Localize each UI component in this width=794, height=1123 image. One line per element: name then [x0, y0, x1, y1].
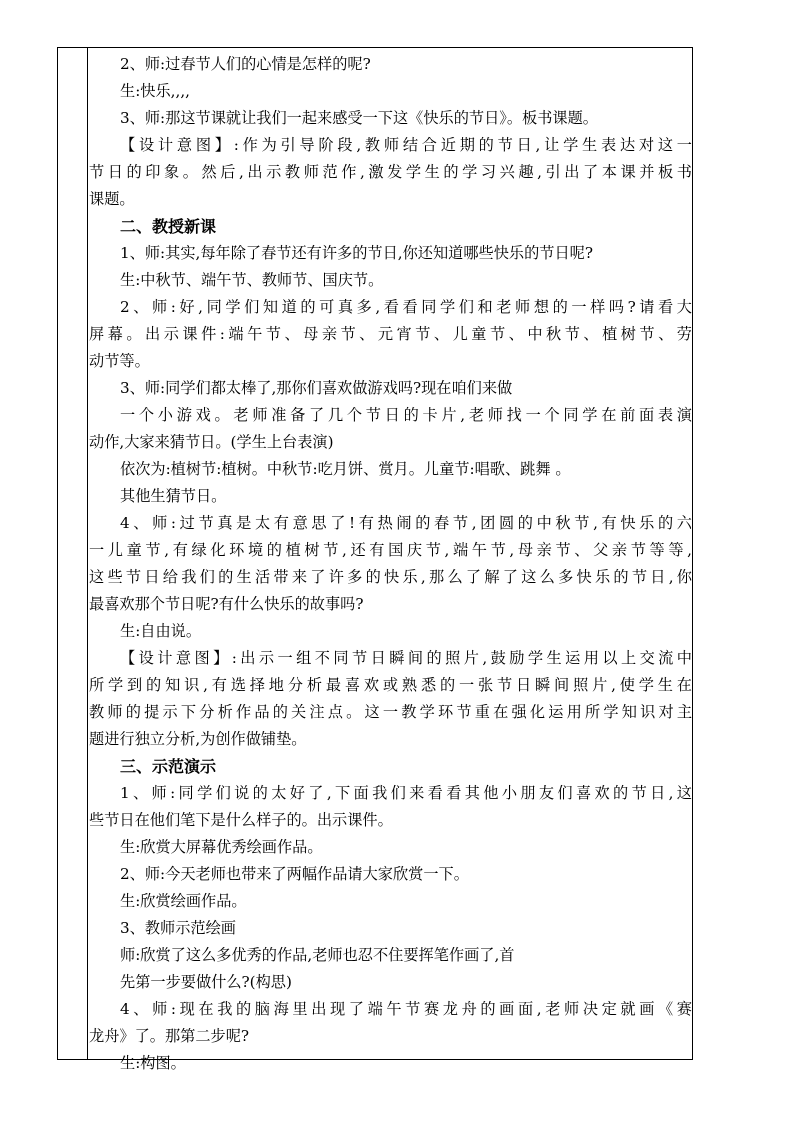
text-line: 题进行独立分析,为创作做铺垫。	[89, 730, 307, 748]
text-line: 些节日在他们笔下是什么样子的。出示课件。	[89, 811, 393, 829]
text-line: 课题。	[89, 190, 135, 208]
text-line: 最喜欢那个节日呢?有什么快乐的故事吗?	[89, 595, 364, 613]
text-line: 【设计意图】:出示一组不同节日瞬间的照片,鼓励学生运用以上交流中	[120, 649, 692, 667]
text-line: 生:构图。	[120, 1054, 186, 1072]
text-line: 节日的印象。然后,出示教师范作,激发学生的学习兴趣,引出了本课并板书	[89, 163, 692, 181]
text-line: 师:欣赏了这么多优秀的作品,老师也忍不住要挥笔作画了,首	[120, 946, 515, 964]
text-line: 生:欣赏绘画作品。	[120, 892, 247, 910]
text-line: 动节等。	[89, 352, 150, 370]
text-line: 生:自由说。	[120, 622, 202, 640]
text-line: 其他生猜节日。	[120, 487, 227, 505]
text-line: 一个小游戏。老师准备了几个节日的卡片,老师找一个同学在前面表演	[120, 406, 692, 424]
text-line: 生:中秋节、端午节、教师节、国庆节。	[120, 271, 384, 289]
text-line: 一儿童节,有绿化环境的植树节,还有国庆节,端午节,母亲节、父亲节等等,	[89, 541, 692, 559]
text-line: 生:快乐,,,,	[120, 82, 190, 100]
text-line: 3、师:同学们都太棒了,那你们喜欢做游戏吗?现在咱们来做	[120, 379, 513, 397]
text-line: 动作,大家来猜节日。(学生上台表演)	[89, 433, 334, 451]
text-line: 2、师:今天老师也带来了两幅作品请大家欣赏一下。	[120, 865, 469, 883]
left-column-cell	[58, 48, 88, 1059]
lesson-content-cell	[89, 51, 692, 1077]
text-line: 3、师:那这节课就让我们一起来感受一下这《快乐的节日》。板书课题。	[120, 109, 598, 127]
text-line: 依次为:植树节:植树。中秋节:吃月饼、赏月。儿童节:唱歌、跳舞 。	[120, 460, 571, 478]
text-line: 【设计意图】:作为引导阶段,教师结合近期的节日,让学生表达对这一	[120, 136, 692, 154]
text-line: 生:欣赏大屏幕优秀绘画作品。	[120, 838, 323, 856]
text-line: 教师的提示下分析作品的关注点。这一教学环节重在强化运用所学知识对主	[89, 703, 692, 721]
section-heading: 三、示范演示	[120, 757, 217, 776]
text-line: 所学到的知识,有选择地分析最喜欢或熟悉的一张节日瞬间照片,使学生在	[89, 676, 692, 694]
text-line: 2、师:好,同学们知道的可真多,看看同学们和老师想的一样吗?请看大	[120, 298, 692, 316]
section-heading: 二、教授新课	[120, 217, 217, 236]
text-line: 2、师:过春节人们的心情是怎样的呢?	[120, 55, 371, 73]
text-line: 龙舟》了。那第二步呢?	[89, 1027, 250, 1045]
text-line: 1、师:同学们说的太好了,下面我们来看看其他小朋友们喜欢的节日,这	[120, 784, 692, 802]
text-line: 1、师:其实,每年除了春节还有许多的节日,你还知道哪些快乐的节日呢?	[120, 244, 594, 262]
text-line: 4、师:现在我的脑海里出现了端午节赛龙舟的画面,老师决定就画《赛	[120, 1000, 692, 1018]
lesson-table	[57, 47, 693, 1072]
text-line: 3、教师示范绘画	[120, 919, 236, 937]
text-line: 4、师:过节真是太有意思了!有热闹的春节,团圆的中秋节,有快乐的六	[120, 514, 692, 532]
text-line: 先第一步要做什么?(构思)	[120, 973, 292, 991]
text-line: 这些节日给我们的生活带来了许多的快乐,那么了解了这么多快乐的节日,你	[89, 568, 692, 586]
text-line: 屏幕。出示课件:端午节、母亲节、元宵节、儿童节、中秋节、植树节、劳	[89, 325, 692, 343]
